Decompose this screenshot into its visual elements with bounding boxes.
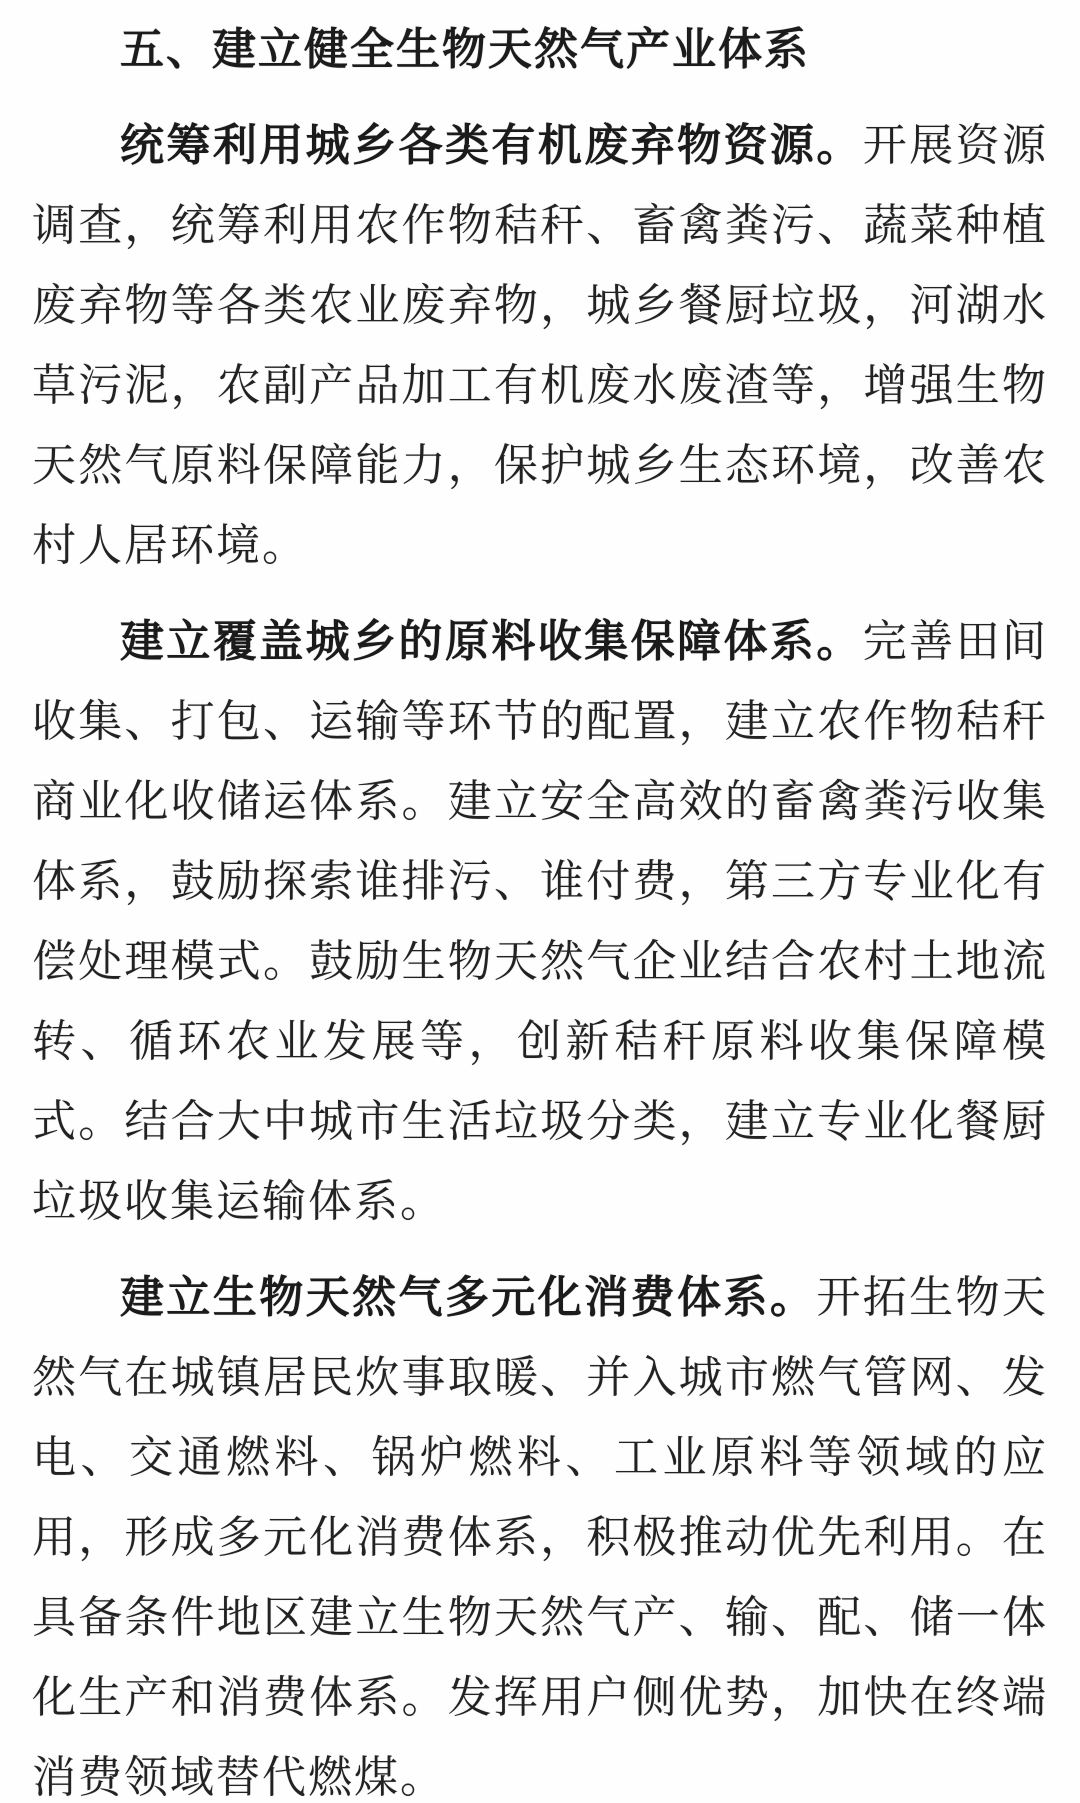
paragraph-raw-material-collection-system [32,602,1048,1242]
section-heading: 五、建立健全生物天然气产业体系 [120,25,810,74]
paragraph-diversified-consumption-system [32,1258,1048,1803]
paragraph-body: 开拓生物天然气在城镇居民炊事取暖、并入城市燃气管网、发电、交通燃料、锅炉燃料、工业原料等领域的应用，形成多元化消费体系，积极推动优先利用。在具备条件地区建立生物天然气产、输、配、储一体化生产和消费体系。发挥用户侧优势，加快在终端消费领域替代燃煤。 [32,1273,1049,1802]
paragraph-organic-waste-resources [32,106,1048,586]
paragraph-lead: 统筹利用城乡各类有机废弃物资源。 [120,121,863,170]
paragraph-lead: 建立覆盖城乡的原料收集保障体系。 [120,617,863,666]
paragraph-body: 开展资源调查，统筹利用农作物秸秆、畜禽粪污、蔬菜种植废弃物等各类农业废弃物，城乡餐厨垃圾，河湖水草污泥，农副产品加工有机废水废渣等，增强生物天然气原料保障能力，保护城乡生态环境，改善农村人居环境。 [32,121,1049,570]
paragraph-body: 完善田间收集、打包、运输等环节的配置，建立农作物秸秆商业化收储运体系。建立安全高效的畜禽粪污收集体系，鼓励探索谁排污、谁付费，第三方专业化有偿处理模式。鼓励生物天然气企业结合农村土地流转、循环农业发展等，创新秸秆原料收集保障模式。结合大中城市生活垃圾分类，建立专业化餐厨垃圾收集运输体系。 [32,617,1049,1226]
paragraph-lead: 建立生物天然气多元化消费体系。 [120,1273,817,1322]
